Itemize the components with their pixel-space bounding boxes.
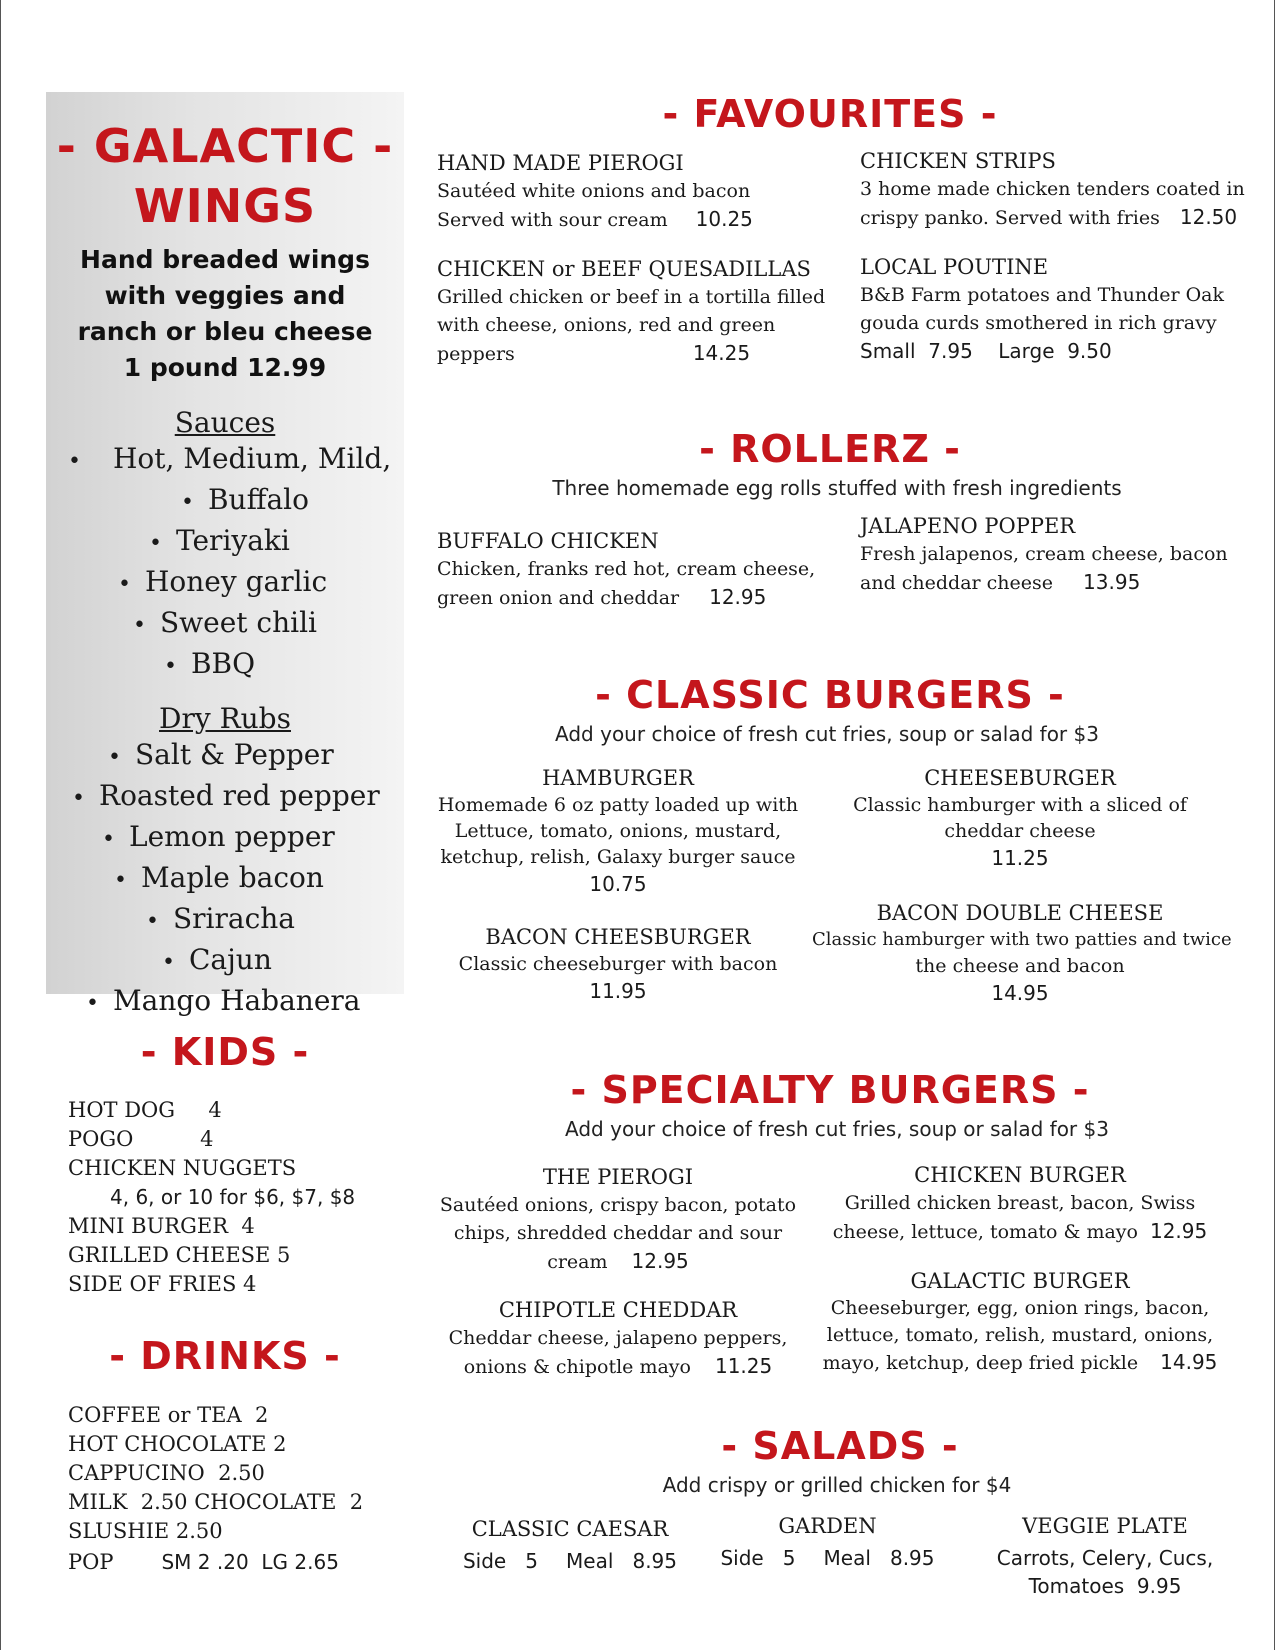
item-name: CHICKEN or BEEF QUESADILLAS	[437, 257, 811, 281]
item-name: BACON DOUBLE CHEESE	[876, 901, 1164, 925]
kids-item: CHICKEN NUGGETS	[68, 1156, 297, 1180]
item-price: Small 7.95 Large 9.50	[860, 339, 1112, 363]
drinks-item: HOT CHOCOLATE 2	[68, 1432, 287, 1456]
kids-item: HOT DOG 4	[68, 1098, 222, 1122]
salads-note: Add crispy or grilled chicken for $4	[662, 1473, 1012, 1497]
menu-item-hamburger: HAMBURGER Homemade 6 oz patty loaded up with Lettuce, tomato, onions, mustard, ketchup, relish, Galaxy burger sauce 10.75	[437, 766, 799, 896]
salads-heading: - SALADS -	[721, 1424, 959, 1468]
sauce-item: • Sweet chili	[133, 606, 318, 639]
wings-title-line2: WINGS	[133, 179, 317, 233]
sauce-item: • Hot, Medium, Mild,	[68, 442, 392, 475]
menu-item-galactic-burger: GALACTIC BURGER Cheeseburger, egg, onion rings, bacon, lettuce, tomato, relish, mustard, onions, mayo, ketchup, deep fried pickle 14.95	[820, 1268, 1220, 1377]
menu-item-chicken-burger: CHICKEN BURGER Grilled chicken breast, bacon, Swiss cheese, lettuce, tomato & mayo 12.95	[820, 1162, 1220, 1246]
favourites-heading: - FAVOURITES -	[662, 92, 998, 136]
menu-item-buffalo-chicken: BUFFALO CHICKEN Chicken, franks red hot, cream cheese, green onion and cheddar 12.95	[437, 529, 816, 609]
rub-item: • Maple bacon	[114, 861, 324, 894]
sauce-item: • BBQ	[164, 647, 256, 680]
menu-item-bacon-cheeseburger: BACON CHEESBURGER Classic cheeseburger with bacon 11.95	[437, 924, 799, 1005]
drinks-pop: POP SM 2 .20 LG 2.65	[68, 1550, 339, 1574]
wings-price: 1 pound 12.99	[123, 353, 327, 382]
rub-item: • Salt & Pepper	[108, 738, 334, 771]
item-price: 10.75	[589, 872, 647, 896]
sauces-heading: Sauces	[174, 406, 276, 439]
rub-item: • Lemon pepper	[102, 820, 335, 853]
rub-item: • Sriracha	[146, 902, 295, 935]
item-price: 11.25	[991, 846, 1049, 870]
rub-item: • Cajun	[162, 943, 272, 976]
item-name: CHICKEN BURGER	[914, 1163, 1126, 1187]
kids-item: GRILLED CHEESE 5	[68, 1243, 291, 1267]
menu-item-bacon-double-cheese: BACON DOUBLE CHEESE Classic hamburger with two patties and twice the cheese and bacon 14.95	[812, 901, 1232, 1005]
item-name: BUFFALO CHICKEN	[437, 529, 659, 553]
item-price: 14.25	[692, 341, 751, 365]
salad-classic-caesar: CLASSIC CAESAR Side 5 Meal 8.95	[445, 1516, 695, 1575]
item-price: 12.95	[709, 585, 767, 609]
rollerz-note: Three homemade egg rolls stuffed with fresh ingredients	[552, 476, 1122, 500]
item-price: 11.25	[714, 1354, 773, 1378]
drinks-item: CAPPUCINO 2.50	[68, 1461, 265, 1485]
galactic-wings-panel	[46, 92, 404, 1017]
item-price: 11.95	[589, 979, 647, 1003]
menu-item-jalapeno-popper: JALAPENO POPPER Fresh jalapenos, cream cheese, bacon and cheddar cheese 13.95	[860, 514, 1228, 594]
item-name: CLASSIC CAESAR	[471, 1517, 669, 1541]
item-name: LOCAL POUTINE	[860, 255, 1049, 279]
wings-desc-1: Hand breaded wings	[80, 245, 370, 274]
item-name: CHIPOTLE CHEDDAR	[498, 1298, 738, 1322]
sauce-item: • Honey garlic	[118, 565, 328, 598]
classic-burgers-note: Add your choice of fresh cut fries, soup or salad for $3	[555, 722, 1099, 746]
item-name: VEGGIE PLATE	[1022, 1514, 1188, 1538]
item-name: GALACTIC BURGER	[910, 1269, 1130, 1293]
rub-item: • Roasted red pepper	[72, 779, 380, 812]
page-border-left	[0, 0, 1, 1650]
item-price: 14.95	[1160, 1350, 1218, 1374]
kids-nuggets-detail: 4, 6, or 10 for $6, $7, $8	[110, 1185, 356, 1209]
menu-item-chipotle-cheddar: CHIPOTLE CHEDDAR Cheddar cheese, jalapeno peppers, onions & chipotle mayo 11.25	[437, 1297, 799, 1381]
item-price: 12.95	[1149, 1219, 1208, 1243]
kids-item: MINI BURGER 4	[68, 1214, 255, 1238]
drinks-item: SLUSHIE 2.50	[68, 1519, 223, 1543]
specialty-burgers-note: Add your choice of fresh cut fries, soup or salad for $3	[565, 1117, 1109, 1141]
menu-item-cheeseburger: CHEESEBURGER Classic hamburger with a sliced of cheddar cheese 11.25	[820, 765, 1220, 872]
kids-item: SIDE OF FRIES 4	[68, 1272, 257, 1296]
dry-rubs-heading: Dry Rubs	[159, 702, 291, 735]
drinks-item: MILK 2.50 CHOCOLATE 2	[68, 1490, 364, 1514]
menu-item-poutine: LOCAL POUTINE B&B Farm potatoes and Thunder Oak gouda curds smothered in rich gravy Small 7.95 Large 9.50	[860, 255, 1225, 363]
item-price: 12.95	[631, 1249, 689, 1273]
item-name: HAND MADE PIEROGI	[437, 151, 684, 175]
item-name: CHEESEBURGER	[924, 766, 1116, 790]
specialty-burgers-heading: - SPECIALTY BURGERS -	[570, 1068, 1090, 1112]
item-price: Tomatoes 9.95	[1028, 1574, 1182, 1598]
wings-desc-3: ranch or bleu cheese	[77, 317, 373, 346]
rub-item: • Mango Habanera	[86, 984, 361, 1017]
menu-item-quesadillas: CHICKEN or BEEF QUESADILLAS Grilled chicken or beef in a tortilla filled with cheese, onions, red and green peppers 14.25	[437, 257, 826, 365]
item-name: HAMBURGER	[542, 766, 694, 790]
kids-heading: - KIDS -	[140, 1030, 310, 1074]
salad-veggie-plate: VEGGIE PLATE Carrots, Celery, Cucs, Tomatoes 9.95	[975, 1513, 1235, 1600]
sauce-item: • Buffalo	[181, 483, 309, 516]
classic-burgers-heading: - CLASSIC BURGERS -	[595, 673, 1065, 717]
wings-title-line1: - GALACTIC -	[56, 119, 394, 173]
item-name: THE PIEROGI	[542, 1165, 694, 1189]
item-price: 12.50	[1179, 205, 1238, 229]
menu-item-chicken-strips: CHICKEN STRIPS 3 home made chicken tenders coated in crispy panko. Served with fries 12.50	[860, 149, 1245, 229]
item-name: GARDEN	[778, 1514, 877, 1538]
item-price: 10.25	[695, 207, 753, 231]
kids-list	[68, 1096, 355, 1299]
item-price: 13.95	[1083, 570, 1141, 594]
sauce-item: • Teriyaki	[149, 524, 290, 557]
drinks-heading: - DRINKS -	[109, 1334, 341, 1378]
wings-desc-2: with veggies and	[104, 281, 346, 310]
item-name: JALAPENO POPPER	[860, 514, 1076, 538]
rollerz-heading: - ROLLERZ -	[699, 427, 961, 471]
menu-item-pierogi: HAND MADE PIEROGI Sautéed white onions and bacon Served with sour cream 10.25	[437, 151, 753, 231]
salad-garden: GARDEN Side 5 Meal 8.95	[705, 1513, 950, 1572]
drinks-list	[68, 1401, 363, 1577]
item-name: BACON CHEESBURGER	[485, 925, 751, 949]
item-name: CHICKEN STRIPS	[860, 149, 1056, 173]
menu-item-the-pierogi: THE PIEROGI Sautéed onions, crispy bacon, potato chips, shredded cheddar and sour cream 12.95	[437, 1164, 799, 1276]
item-price: 14.95	[991, 981, 1049, 1005]
drinks-item: COFFEE or TEA 2	[68, 1403, 269, 1427]
kids-item: POGO 4	[68, 1127, 214, 1151]
